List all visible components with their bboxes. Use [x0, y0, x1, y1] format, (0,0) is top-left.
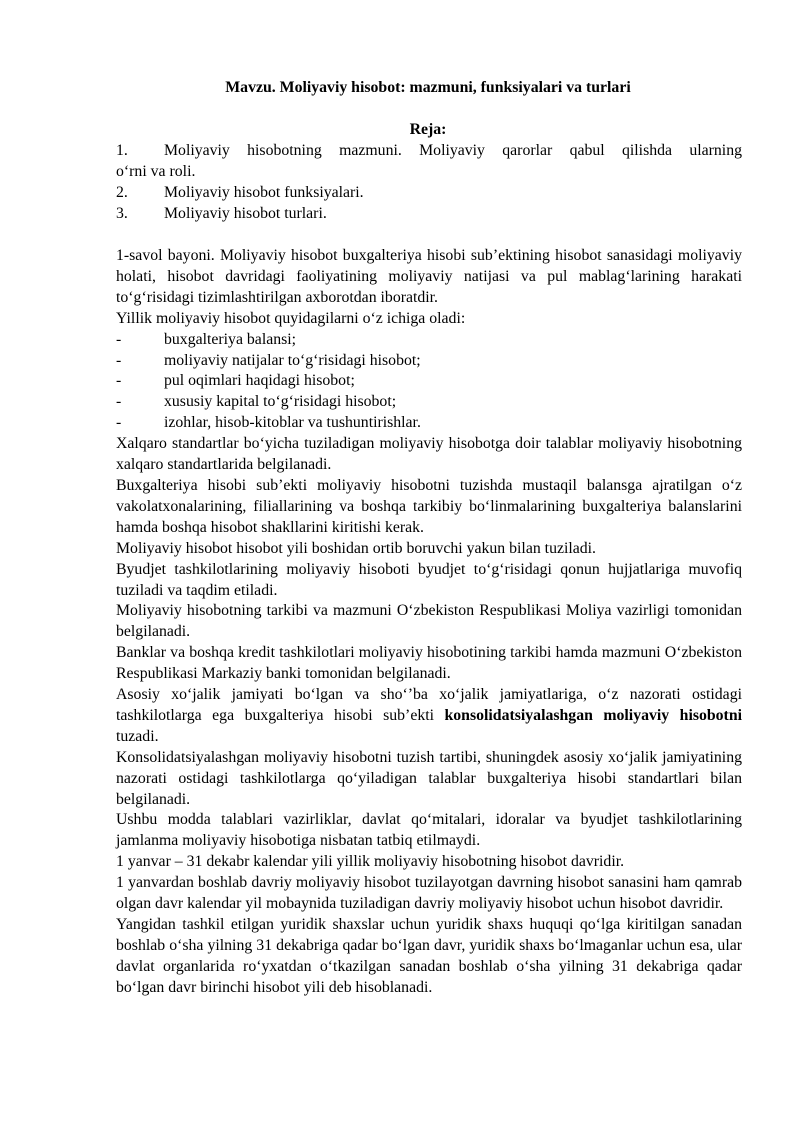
plan-item-continuation: o‘rni va roli. — [116, 162, 196, 180]
list-item — [116, 392, 742, 413]
consolidated-text-before: Asosiy xo‘jalik jamiyati bo‘lgan va sho‘’ba xo‘jalik jamiyatlariga, o‘z nazorati ostidagi tashkilotlarga ega buxgalteriya hisobi sub’ekti — [116, 686, 742, 724]
paragraph: 1 yanvardan boshlab davriy moliyaviy hisobot tuzilayotgan davrning hisobot sanasini ham qamrab olgan davr kalendar yil mobaynida tuziladigan davriy moliyaviy hisobot uchun hisobot davridir. — [116, 874, 742, 913]
list-item-text: buxgalteriya balansi; — [164, 330, 297, 348]
list-item — [116, 330, 742, 351]
list-item-text: pul oqimlari haqidagi hisobot; — [164, 372, 355, 390]
plan-item — [116, 204, 742, 225]
paragraph: Yillik moliyaviy hisobot quyidagilarni o‘z ichiga oladi: — [116, 309, 466, 327]
plan-item-number: 1. — [116, 142, 128, 159]
plan-item-number: 3. — [116, 204, 128, 222]
paragraph: Byudjet tashkilotlarining moliyaviy hisoboti byudjet to‘g‘risidagi qonun hujjatlariga muvofiq tuziladi va taqdim etiladi. — [116, 560, 742, 599]
plan-item-text: Moliyaviy hisobotning mazmuni. Moliyaviy qarorlar qabul qilishda ularning — [164, 142, 742, 159]
paragraph: Banklar va boshqa kredit tashkilotlari moliyaviy hisobotining tarkibi hamda mazmuni O‘zbekiston Respublikasi Markaziy banki tomonidan belgilanadi. — [116, 644, 742, 683]
paragraph: Buxgalteriya hisobi sub’ekti moliyaviy hisobotni tuzishda mustaqil balansga ajratilgan o‘z vakolatxonalarining, filiallarining va boshqa tarkibiy bo‘linmalarining buxgalteriya balanslarini hamda boshqa hisobot shakllarini kiritishi kerak. — [116, 476, 742, 536]
plan-item — [116, 141, 742, 162]
paragraph: 1-savol bayoni. Moliyaviy hisobot buxgalteriya hisobi sub’ektining hisobot sanasidagi moliyaviy holati, hisobot davridagi faoliyatining moliyaviy natijasi va pul mablag‘larining harakati to‘g‘risidagi tizimlashtirilgan axborotdan iboratdir. — [116, 247, 742, 306]
plan-list — [116, 141, 742, 225]
paragraph-consolidated — [116, 685, 742, 748]
plan-item-text: Moliyaviy hisobot funksiyalari. — [164, 183, 364, 201]
paragraph: Yangidan tashkil etilgan yuridik shaxslar uchun yuridik shaxs huquqi qo‘lga kiritilgan sanadan boshlab o‘sha yilning 31 dekabriga qadar bo‘lgan davr, yuridik shaxs bo‘lmaganlar uchun esa, ular davlat organlarida ro‘yxatdan o‘tkazilgan sanadan boshlab o‘sha yilning 31 dekabriga qadar bo‘lgan davr birinchi hisobot yili deb hisoblanadi. — [116, 916, 742, 996]
list-dash: - — [116, 330, 122, 348]
list-item-text: moliyaviy natijalar to‘g‘risidagi hisobot; — [164, 351, 421, 369]
list-item-text: izohlar, hisob-kitoblar va tushuntirishlar. — [164, 414, 421, 432]
paragraph: 1 yanvar – 31 dekabr kalendar yili yillik moliyaviy hisobotning hisobot davridir. — [116, 853, 625, 871]
paragraph: Xalqaro standartlar bo‘yicha tuziladigan moliyaviy hisobotga doir talablar moliyaviy hisobotning xalqaro standartlarida belgilanadi. — [116, 435, 742, 474]
paragraph: Ushbu modda talablari vazirliklar, davlat qo‘mitalari, idoralar va byudjet tashkilotlarining jamlanma moliyaviy hisobotiga nisbatan tatbiq etilmaydi. — [116, 811, 742, 850]
paragraph: Moliyaviy hisobotning tarkibi va mazmuni O‘zbekiston Respublikasi Moliya vazirligi tomonidan belgilanadi. — [116, 602, 742, 641]
paragraph: Konsolidatsiyalashgan moliyaviy hisobotni tuzish tartibi, shuningdek asosiy xo‘jalik jamiyatining nazorati ostidagi tashkilotlarga qo‘yiladigan talablar buxgalteriya hisobi standartlari bilan belgilanadi. — [116, 748, 742, 808]
consolidated-term-bold: konsolidatsiyalashgan moliyaviy hisobotni — [444, 706, 742, 724]
list-dash: - — [116, 414, 122, 432]
list-dash: - — [116, 351, 122, 369]
plan-item — [116, 183, 742, 204]
consolidated-text-after: tuzadi. — [116, 727, 159, 745]
paragraph: Moliyaviy hisobot hisobot yili boshidan ortib boruvchi yakun bilan tuziladi. — [116, 539, 597, 557]
document-body — [116, 246, 742, 999]
plan-item-number: 2. — [116, 183, 128, 201]
list-dash: - — [116, 372, 122, 390]
plan-heading: Reja: — [409, 121, 447, 138]
list-item — [116, 371, 742, 392]
document-title: Mavzu. Moliyaviy hisobot: mazmuni, funksiyalari va turlari — [225, 79, 631, 96]
list-item — [116, 413, 742, 434]
list-item — [116, 351, 742, 372]
list-item-text: xususiy kapital to‘g‘risidagi hisobot; — [164, 393, 397, 411]
list-dash: - — [116, 393, 122, 411]
plan-item-text: Moliyaviy hisobot turlari. — [164, 204, 327, 222]
report-components-list — [116, 330, 742, 435]
